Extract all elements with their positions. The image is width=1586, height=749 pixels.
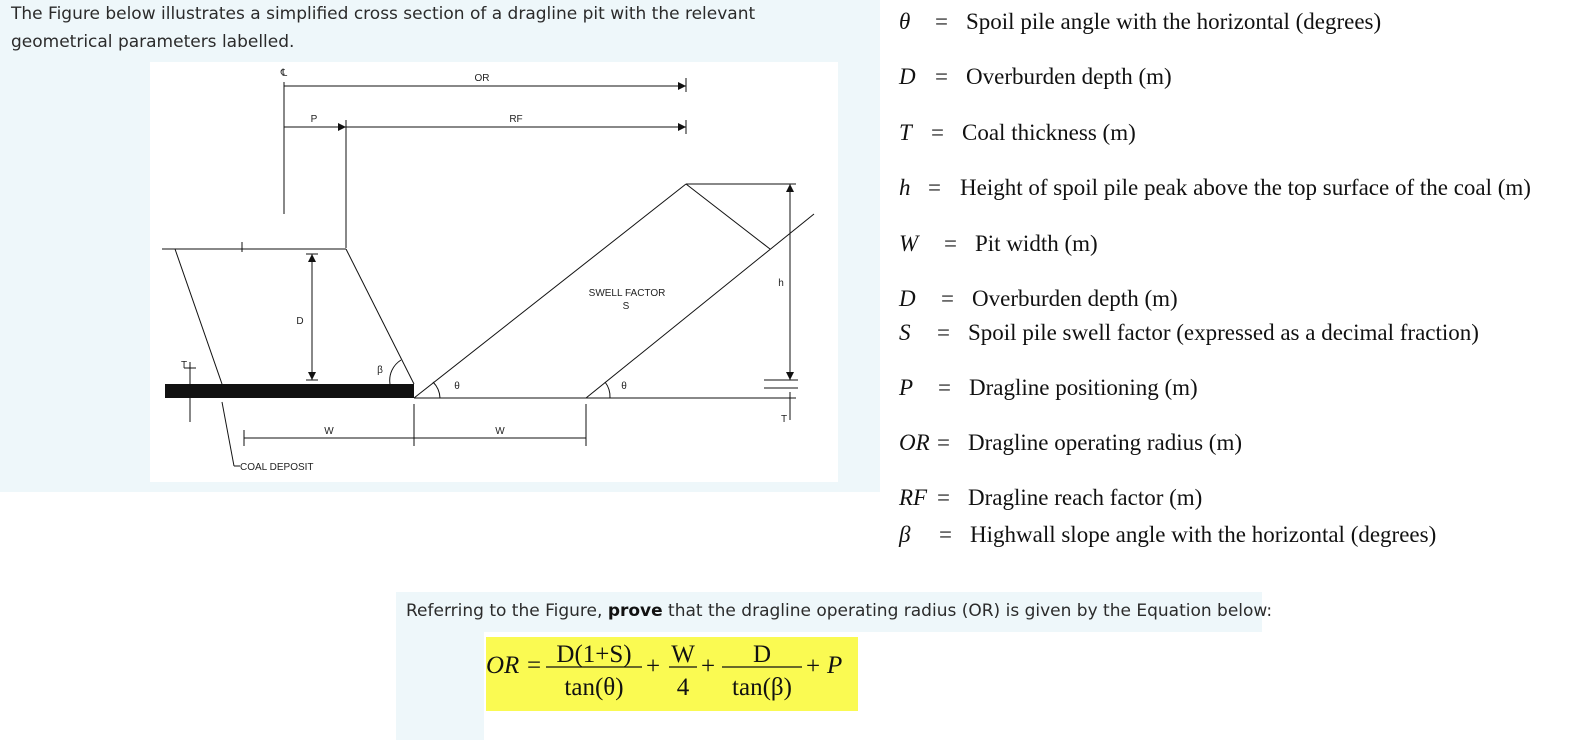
glossary-definition: Highwall slope angle with the horizontal (degrees): [970, 522, 1437, 547]
label-s: S: [622, 301, 630, 312]
label-t-left: T: [180, 360, 188, 371]
glossary-equals: =: [937, 485, 950, 510]
label-w-spoil: W: [495, 426, 505, 437]
eq-tail-p: P: [827, 652, 843, 679]
glossary-definition: Spoil pile angle with the horizontal (degrees): [966, 9, 1382, 34]
glossary-symbol: D: [899, 286, 916, 311]
glossary-symbol: h: [899, 175, 911, 200]
label-theta-2: θ: [621, 381, 627, 392]
glossary-equals: =: [937, 430, 950, 455]
label-t-right: T: [780, 414, 788, 425]
eq-plus-1: +: [646, 653, 661, 680]
glossary-definition: Pit width (m): [975, 231, 1098, 256]
question-box-strip: [396, 632, 484, 740]
cross-section-drawing: [150, 62, 838, 482]
label-beta: β: [377, 365, 383, 376]
glossary-definition: Dragline reach factor (m): [968, 485, 1203, 510]
eq-numerator-3: D: [752, 641, 772, 668]
question-box: [396, 592, 1273, 632]
eq-lhs: OR: [486, 652, 520, 679]
eq-denominator-1: tan(θ): [564, 674, 624, 701]
question-suffix: that the dragline operating radius (OR) is given by the Equation below:: [662, 601, 1273, 621]
glossary-symbol: S: [899, 320, 911, 345]
glossary-equals: =: [944, 231, 957, 256]
glossary-equals: =: [935, 9, 948, 34]
label-swell-factor: SWELL FACTOR: [588, 288, 666, 299]
glossary-definition: Spoil pile swell factor (expressed as a decimal fraction): [968, 320, 1479, 345]
glossary-definition: Dragline positioning (m): [969, 375, 1198, 400]
glossary-symbol: D: [899, 64, 916, 89]
label-theta-1: θ: [454, 381, 460, 392]
glossary-definition: Coal thickness (m): [962, 120, 1136, 145]
glossary-symbol: β: [899, 522, 911, 547]
intro-text: The Figure below illustrates a simplified cross section of a dragline pit with the relevant geometrical parameters labelled.: [11, 4, 756, 52]
glossary-equals: =: [928, 175, 941, 200]
eq-denominator-2: 4: [676, 674, 690, 701]
glossary-equals: =: [938, 375, 951, 400]
glossary-equals: =: [935, 64, 948, 89]
glossary-definition: Overburden depth (m): [972, 286, 1178, 311]
glossary-symbol: W: [899, 231, 919, 256]
glossary-equals: =: [939, 522, 952, 547]
glossary-definition: Dragline operating radius (m): [968, 430, 1242, 455]
eq-plus-2: +: [701, 653, 716, 680]
glossary-equals: =: [931, 120, 944, 145]
label-w-pit: W: [324, 426, 334, 437]
operating-radius-equation: [486, 637, 858, 711]
glossary-equals: =: [937, 320, 950, 345]
glossary-definition: Height of spoil pile peak above the top surface of the coal (m): [960, 175, 1531, 200]
eq-equals: =: [527, 652, 542, 679]
question-prefix: Referring to the Figure,: [406, 601, 608, 621]
question-bold: prove: [607, 601, 663, 621]
glossary-symbol: P: [899, 375, 914, 400]
question-text: [406, 601, 1272, 621]
glossary-equals: =: [941, 286, 954, 311]
label-p: P: [310, 114, 318, 125]
glossary-symbol: OR: [899, 430, 930, 455]
eq-plus-3: +: [806, 653, 821, 680]
equation-drawing: [486, 637, 858, 711]
eq-numerator-1: D(1+S): [556, 641, 632, 668]
label-coal-deposit: COAL DEPOSIT: [240, 462, 314, 473]
glossary-symbol: θ: [899, 9, 911, 34]
figure-panel: [0, 0, 880, 492]
glossary-symbol: T: [899, 120, 912, 145]
label-h: h: [778, 278, 784, 289]
glossary-symbol: RF: [899, 485, 928, 510]
eq-numerator-2: W: [671, 641, 695, 668]
label-or: OR: [474, 73, 490, 84]
eq-denominator-3: tan(β): [732, 674, 792, 701]
glossary-definition: Overburden depth (m): [966, 64, 1172, 89]
label-centerline: ℄: [280, 68, 288, 79]
label-d: D: [296, 316, 304, 327]
label-rf: RF: [509, 114, 523, 125]
dragline-cross-section-figure: [150, 62, 838, 482]
